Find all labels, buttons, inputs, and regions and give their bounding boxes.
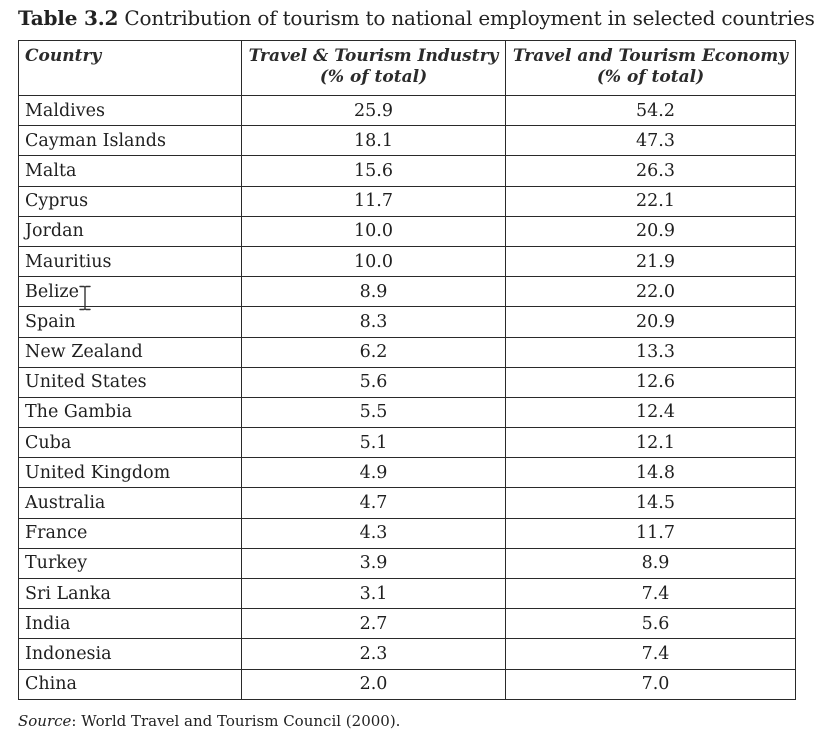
table-row <box>19 639 796 669</box>
cell-country: China <box>19 669 242 699</box>
cell-country: Maldives <box>19 96 242 126</box>
table-row <box>19 246 796 276</box>
cell-industry: 4.3 <box>242 518 506 548</box>
cell-country: United Kingdom <box>19 458 242 488</box>
cell-economy: 11.7 <box>506 518 796 548</box>
table-header-row <box>19 41 796 96</box>
table-row <box>19 367 796 397</box>
cell-industry: 4.9 <box>242 458 506 488</box>
cell-country: Malta <box>19 156 242 186</box>
cell-country: France <box>19 518 242 548</box>
cell-industry: 5.5 <box>242 397 506 427</box>
cell-industry: 2.3 <box>242 639 506 669</box>
cell-economy: 13.3 <box>506 337 796 367</box>
table-row <box>19 126 796 156</box>
cell-country: Jordan <box>19 216 242 246</box>
cell-country: Cuba <box>19 428 242 458</box>
cell-economy: 5.6 <box>506 609 796 639</box>
table-body <box>19 96 796 700</box>
cell-economy: 8.9 <box>506 548 796 578</box>
cell-economy: 47.3 <box>506 126 796 156</box>
cell-economy: 54.2 <box>506 96 796 126</box>
cell-country: Belize <box>19 277 242 307</box>
header-economy-unit: (% of total) <box>596 67 705 87</box>
table-row <box>19 307 796 337</box>
text-cursor-icon <box>78 285 92 311</box>
cell-industry: 10.0 <box>242 246 506 276</box>
table-row <box>19 186 796 216</box>
cell-country: Sri Lanka <box>19 579 242 609</box>
cell-industry: 25.9 <box>242 96 506 126</box>
cell-country: India <box>19 609 242 639</box>
header-economy-label: Travel and Tourism Economy <box>512 46 789 66</box>
cell-industry: 11.7 <box>242 186 506 216</box>
cell-country: Australia <box>19 488 242 518</box>
cell-industry: 3.9 <box>242 548 506 578</box>
cell-economy: 14.8 <box>506 458 796 488</box>
table-row <box>19 96 796 126</box>
cell-industry: 10.0 <box>242 216 506 246</box>
cell-country: Cyprus <box>19 186 242 216</box>
cell-industry: 8.3 <box>242 307 506 337</box>
cell-industry: 4.7 <box>242 488 506 518</box>
table-row <box>19 518 796 548</box>
cell-country: Turkey <box>19 548 242 578</box>
source-text: : World Travel and Tourism Council (2000). <box>71 712 401 730</box>
employment-table <box>18 40 796 700</box>
table-row <box>19 216 796 246</box>
header-industry-unit: (% of total) <box>319 67 428 87</box>
cell-industry: 18.1 <box>242 126 506 156</box>
cell-economy: 22.1 <box>506 186 796 216</box>
cell-industry: 5.1 <box>242 428 506 458</box>
cell-economy: 26.3 <box>506 156 796 186</box>
cell-economy: 12.4 <box>506 397 796 427</box>
source-label: Source <box>18 712 72 730</box>
cell-industry: 2.0 <box>242 669 506 699</box>
table-caption <box>18 6 815 30</box>
cell-country: New Zealand <box>19 337 242 367</box>
cell-economy: 20.9 <box>506 307 796 337</box>
cell-industry: 15.6 <box>242 156 506 186</box>
table-title: Contribution of tourism to national employment in selected countries <box>124 6 815 30</box>
cell-industry: 8.9 <box>242 277 506 307</box>
table-row <box>19 488 796 518</box>
table-row <box>19 548 796 578</box>
header-industry <box>242 41 506 96</box>
cell-country: United States <box>19 367 242 397</box>
table-row <box>19 277 796 307</box>
cell-country: Indonesia <box>19 639 242 669</box>
table-row <box>19 397 796 427</box>
table-row <box>19 337 796 367</box>
cell-industry: 5.6 <box>242 367 506 397</box>
cell-country: Cayman Islands <box>19 126 242 156</box>
cell-economy: 7.4 <box>506 579 796 609</box>
cell-industry: 2.7 <box>242 609 506 639</box>
cell-country: Spain <box>19 307 242 337</box>
cell-economy: 12.1 <box>506 428 796 458</box>
cell-industry: 6.2 <box>242 337 506 367</box>
source-note <box>18 712 400 730</box>
table-row <box>19 669 796 699</box>
cell-economy: 12.6 <box>506 367 796 397</box>
table-row <box>19 609 796 639</box>
table-row <box>19 579 796 609</box>
cell-economy: 20.9 <box>506 216 796 246</box>
cell-economy: 14.5 <box>506 488 796 518</box>
table-number: Table 3.2 <box>18 6 119 30</box>
header-country-label: Country <box>25 46 102 66</box>
cell-economy: 21.9 <box>506 246 796 276</box>
cell-economy: 7.0 <box>506 669 796 699</box>
cell-country: Mauritius <box>19 246 242 276</box>
cell-industry: 3.1 <box>242 579 506 609</box>
cell-country: The Gambia <box>19 397 242 427</box>
header-economy <box>506 41 796 96</box>
header-industry-label: Travel & Tourism Industry <box>248 46 499 66</box>
table-row <box>19 428 796 458</box>
header-country <box>19 41 242 96</box>
cell-economy: 22.0 <box>506 277 796 307</box>
table-row <box>19 458 796 488</box>
cell-economy: 7.4 <box>506 639 796 669</box>
table-row <box>19 156 796 186</box>
